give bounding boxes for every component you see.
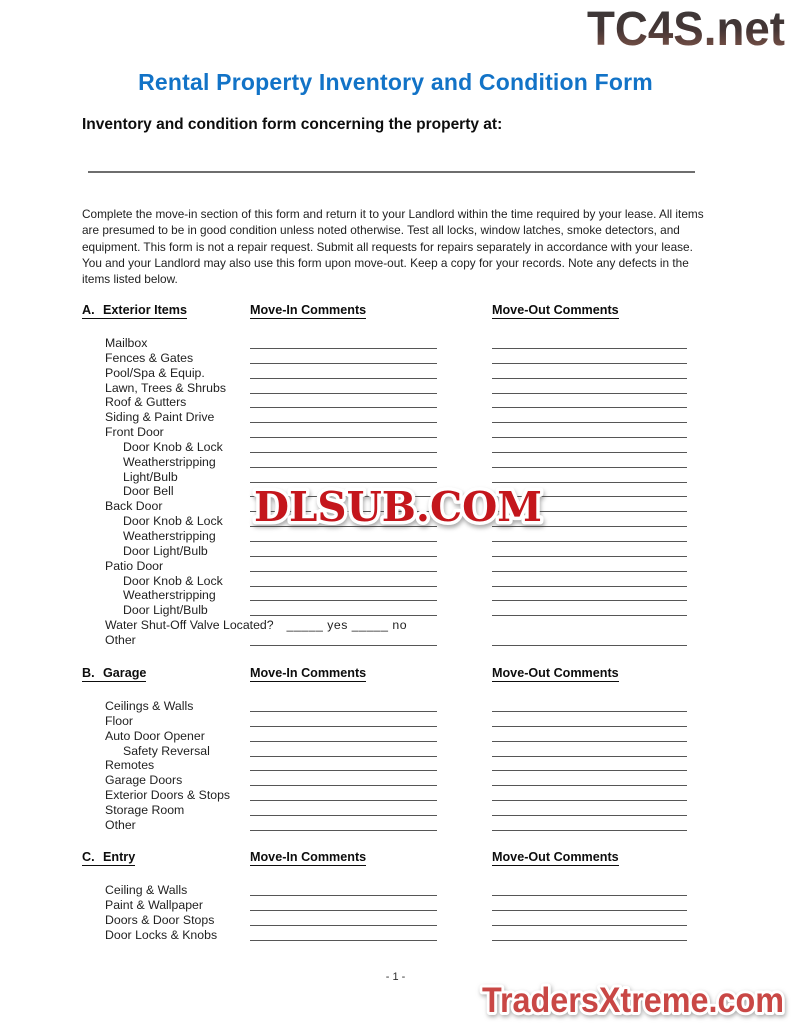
item-label: Weatherstripping: [123, 454, 216, 469]
section-name: Garage: [103, 666, 147, 680]
property-heading: Inventory and condition form concerning the property at:: [82, 116, 503, 133]
moveout-comment-blank[interactable]: [492, 455, 687, 468]
item-label: Garage Doors: [105, 773, 183, 788]
item-label-wrap: [105, 758, 154, 772]
section-title: [82, 303, 187, 319]
item-label-wrap: [123, 440, 223, 454]
page-number: - 1 -: [385, 971, 406, 983]
moveout-comment-blank[interactable]: [492, 381, 687, 394]
item-label-wrap: [105, 381, 226, 395]
section-header: [82, 303, 742, 319]
section-letter: C.: [82, 850, 95, 864]
item-label: Light/Bulb: [123, 469, 178, 484]
form-row: [82, 559, 742, 574]
moveout-comment-blank[interactable]: [492, 633, 687, 646]
moveout-comment-blank[interactable]: [492, 699, 687, 712]
section-header: [82, 666, 742, 682]
movein-comment-blank[interactable]: [250, 818, 437, 831]
form-row: [82, 455, 742, 470]
item-label: Door Bell: [123, 484, 174, 499]
moveout-comment-blank[interactable]: [492, 913, 687, 926]
moveout-comment-blank[interactable]: [492, 603, 687, 616]
movein-comment-blank[interactable]: [250, 714, 437, 727]
moveout-comment-blank[interactable]: [492, 395, 687, 408]
movein-comment-blank[interactable]: [250, 633, 437, 646]
form-row: [82, 788, 742, 803]
section-name: Entry: [103, 850, 136, 864]
movein-comment-blank[interactable]: [250, 395, 437, 408]
traders-svg: [476, 977, 790, 1023]
dlsub-svg: [244, 478, 552, 538]
movein-comment-blank[interactable]: [250, 729, 437, 742]
moveout-comment-blank[interactable]: [492, 574, 687, 587]
moveout-comment-blank[interactable]: [492, 773, 687, 786]
item-label: Fences & Gates: [105, 350, 194, 365]
item-label: Other: [105, 817, 136, 832]
item-label-wrap: [123, 514, 223, 528]
item-label-wrap: [105, 366, 205, 380]
item-label-wrap: [105, 395, 186, 409]
item-label-wrap: [105, 928, 217, 942]
form-row: [82, 603, 742, 618]
item-label: Lawn, Trees & Shrubs: [105, 380, 226, 395]
movein-comment-blank[interactable]: [250, 574, 437, 587]
item-label-wrap: [123, 470, 178, 484]
item-label: Patio Door: [105, 558, 164, 573]
moveout-comment-blank[interactable]: [492, 410, 687, 423]
movein-comment-blank[interactable]: [250, 773, 437, 786]
movein-comment-blank[interactable]: [250, 758, 437, 771]
item-label-wrap: [105, 913, 214, 927]
movein-comment-blank[interactable]: [250, 898, 437, 911]
form-row: [82, 410, 742, 425]
section-title: [82, 666, 146, 682]
item-label-wrap: [105, 773, 182, 787]
item-label: Paint & Wallpaper: [105, 897, 203, 912]
item-label: Safety Reversal: [123, 743, 210, 758]
form-row: [82, 440, 742, 455]
movein-comment-blank[interactable]: [250, 336, 437, 349]
form-row: [82, 803, 742, 818]
item-label-wrap: [105, 425, 164, 439]
movein-comment-blank[interactable]: [250, 699, 437, 712]
item-label: Door Light/Bulb: [123, 603, 208, 618]
section-entry: [82, 850, 742, 942]
moveout-comment-blank[interactable]: [492, 788, 687, 801]
item-label-wrap: [105, 699, 193, 713]
form-row: [82, 381, 742, 396]
item-label: Water Shut-Off Valve Located?: [105, 618, 274, 633]
item-label-wrap: [123, 484, 174, 498]
item-label-wrap: [105, 729, 205, 743]
moveout-comment-blank[interactable]: [492, 758, 687, 771]
section-title: [82, 850, 135, 866]
form-row: [82, 544, 742, 559]
form-row: [82, 818, 742, 833]
movein-comment-blank[interactable]: [250, 928, 437, 941]
item-label-wrap: [105, 788, 230, 802]
item-label: Storage Room: [105, 802, 185, 817]
movein-comment-blank[interactable]: [250, 559, 437, 572]
item-label: Siding & Paint Drive: [105, 410, 215, 425]
item-label: Exterior Doors & Stops: [105, 788, 231, 803]
moveout-comment-blank[interactable]: [492, 336, 687, 349]
form-row: [82, 618, 742, 633]
form-row: [82, 773, 742, 788]
section-rows: [82, 883, 742, 942]
moveout-column-header: Move-Out Comments: [492, 666, 619, 680]
item-label-wrap: [123, 455, 216, 469]
moveout-column-header: Move-Out Comments: [492, 303, 619, 317]
dlsub-watermark: [244, 478, 552, 543]
item-label-wrap: [105, 559, 163, 573]
dlsub-text: DLSUB.COM: [254, 483, 542, 531]
moveout-comment-blank[interactable]: [492, 559, 687, 572]
section-rows: [82, 699, 742, 833]
item-label: Mailbox: [105, 336, 148, 350]
section-header: [82, 850, 742, 866]
intro-paragraph: Complete the move-in section of this form and return it to your Landlord within the time required by your lease. All items are presumed to be in good condition unless noted otherwise. Test all locks, window latches, smoke detectors, and equipment. This form is not a repair request. Submit all requests for repairs separately in accordance with your lease. You and your Landlord may also use this form upon move-out. Keep a copy for your records. Note any defects in the items listed below.: [82, 207, 704, 287]
item-label-wrap: [105, 351, 193, 365]
item-label: Weatherstripping: [123, 528, 216, 543]
form-row: [82, 714, 742, 729]
moveout-comment-blank[interactable]: [492, 425, 687, 438]
moveout-comment-blank[interactable]: [492, 803, 687, 816]
item-label: Door Knob & Lock: [123, 573, 223, 588]
movein-column-header: Move-In Comments: [250, 303, 367, 317]
item-label-wrap: [105, 633, 136, 647]
form-row: [82, 883, 742, 898]
item-label: Other: [105, 632, 136, 647]
moveout-comment-blank[interactable]: [492, 928, 687, 941]
page-title: Rental Property Inventory and Condition Form: [138, 69, 653, 95]
movein-comment-blank[interactable]: [250, 455, 437, 468]
item-label: Doors & Door Stops: [105, 912, 215, 927]
item-label: Front Door: [105, 425, 164, 440]
item-label: Weatherstripping: [123, 588, 216, 603]
yes-no-blanks[interactable]: _____ yes _____ no: [286, 618, 408, 633]
item-label-wrap: [105, 818, 136, 832]
moveout-comment-blank[interactable]: [492, 714, 687, 727]
item-label: Pool/Spa & Equip.: [105, 365, 205, 380]
moveout-comment-blank[interactable]: [492, 351, 687, 364]
form-row: [82, 588, 742, 603]
item-label: Auto Door Opener: [105, 728, 205, 743]
movein-comment-blank[interactable]: [250, 425, 437, 438]
movein-column-header: Move-In Comments: [250, 666, 367, 680]
movein-comment-blank[interactable]: [250, 744, 437, 757]
tradersxtreme-watermark: [476, 977, 790, 1028]
item-label: Door Light/Bulb: [123, 543, 208, 558]
movein-comment-blank[interactable]: [250, 603, 437, 616]
moveout-comment-blank[interactable]: [492, 818, 687, 831]
movein-comment-blank[interactable]: [250, 351, 437, 364]
item-label: Ceilings & Walls: [105, 699, 194, 713]
moveout-comment-blank[interactable]: [492, 883, 687, 896]
moveout-comment-blank[interactable]: [492, 440, 687, 453]
item-label-wrap: [105, 898, 203, 912]
tc4s-logo-svg: [581, 1, 789, 55]
item-label: Door Knob & Lock: [123, 439, 223, 454]
movein-column-header: Move-In Comments: [250, 850, 367, 864]
item-label: Back Door: [105, 499, 163, 514]
movein-comment-blank[interactable]: [250, 803, 437, 816]
form-row: [82, 729, 742, 744]
movein-comment-blank[interactable]: [250, 366, 437, 379]
section-letter: B.: [82, 666, 95, 680]
section-letter: A.: [82, 303, 95, 317]
item-label-wrap: [105, 410, 214, 424]
item-label-wrap: [123, 574, 223, 588]
form-row: [82, 758, 742, 773]
traders-text: TradersXtreme.com: [482, 981, 784, 1020]
movein-comment-blank[interactable]: [250, 883, 437, 896]
item-label-wrap: [105, 803, 184, 817]
item-label-wrap: [105, 336, 147, 350]
item-label: Remotes: [105, 758, 155, 773]
item-label: Floor: [105, 713, 134, 728]
item-label: Door Knob & Lock: [123, 514, 223, 529]
movein-comment-blank[interactable]: [250, 788, 437, 801]
form-row: [82, 351, 742, 366]
form-row: [82, 425, 742, 440]
form-row: [82, 898, 742, 913]
item-label-wrap: [105, 883, 187, 897]
tc4s-logo-text: TC4S.net: [587, 3, 786, 55]
moveout-comment-blank[interactable]: [492, 366, 687, 379]
form-row: [82, 699, 742, 714]
movein-comment-blank[interactable]: [250, 440, 437, 453]
movein-comment-blank[interactable]: [250, 381, 437, 394]
moveout-comment-blank[interactable]: [492, 898, 687, 911]
section-name: Exterior Items: [103, 303, 187, 317]
moveout-comment-blank[interactable]: [492, 544, 687, 557]
item-label-wrap: [123, 744, 210, 758]
item-label-wrap: [123, 603, 208, 617]
movein-comment-blank[interactable]: [250, 588, 437, 601]
item-label-wrap: [123, 544, 208, 558]
item-label-wrap: [105, 714, 133, 728]
form-row: [82, 633, 742, 648]
movein-comment-blank[interactable]: [250, 410, 437, 423]
form-row: [82, 395, 742, 410]
form-row: [82, 913, 742, 928]
form-row: [82, 744, 742, 759]
item-label: Door Locks & Knobs: [105, 927, 218, 942]
item-label-wrap: [123, 588, 216, 602]
movein-comment-blank[interactable]: [250, 913, 437, 926]
property-address-blank[interactable]: [88, 150, 695, 173]
section-garage: [82, 666, 742, 832]
moveout-comment-blank[interactable]: [492, 744, 687, 757]
form-row: [82, 574, 742, 589]
item-label: Ceiling & Walls: [105, 883, 188, 897]
movein-comment-blank[interactable]: [250, 544, 437, 557]
form-row: [82, 366, 742, 381]
form-row: [82, 928, 742, 943]
moveout-comment-blank[interactable]: [492, 729, 687, 742]
item-label: Roof & Gutters: [105, 395, 187, 410]
moveout-column-header: Move-Out Comments: [492, 850, 619, 864]
item-label-wrap: [105, 499, 162, 513]
tc4s-watermark: [581, 1, 789, 60]
item-label-wrap: [123, 529, 216, 543]
form-row: [82, 336, 742, 351]
item-label-wrap: [105, 618, 407, 632]
moveout-comment-blank[interactable]: [492, 588, 687, 601]
